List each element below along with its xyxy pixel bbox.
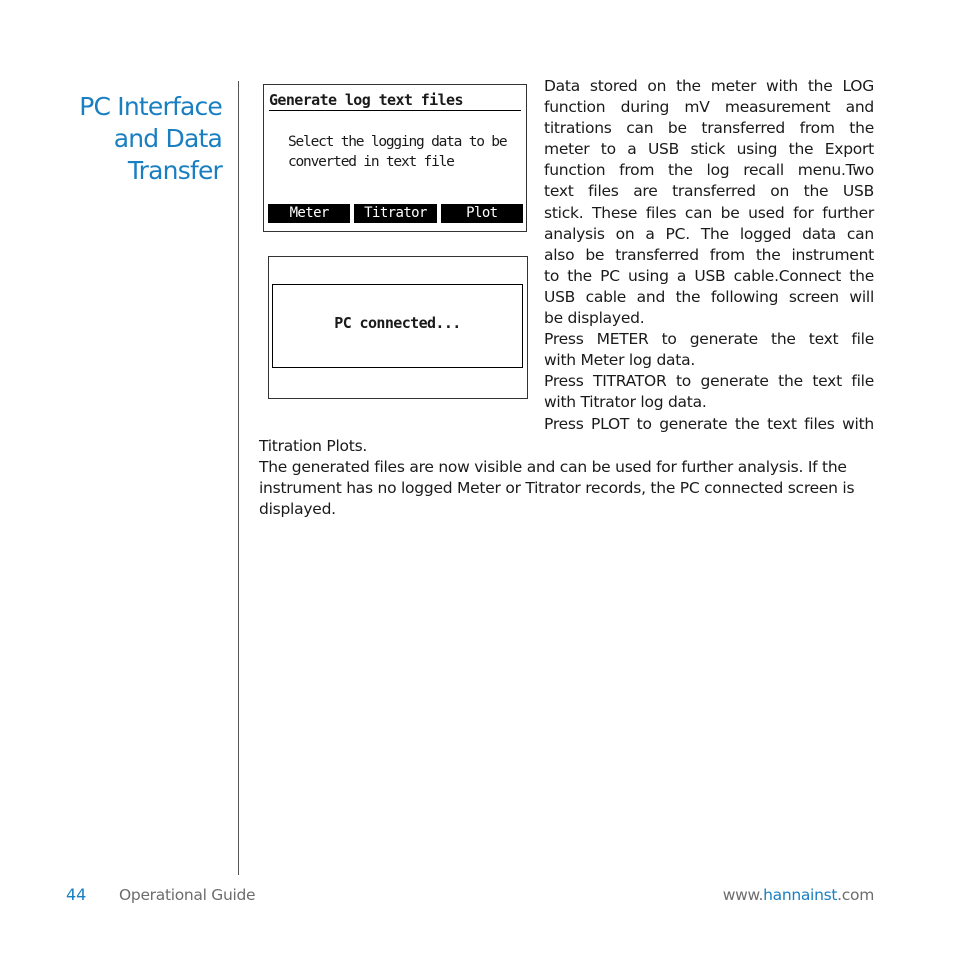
lcd-screen-generate-log — [263, 84, 527, 232]
lcd-softkey-bar — [268, 204, 523, 223]
lcd-screen-message — [288, 132, 506, 172]
footer-website — [723, 886, 874, 904]
url-brand: hannainst — [763, 886, 838, 904]
body-text-bottom — [259, 436, 874, 520]
text-line: Data stored on the meter with the LOG — [544, 77, 874, 95]
lcd-screen-title: Generate log text files — [269, 91, 521, 111]
press-plot-continuation: Titration Plots. — [259, 437, 368, 455]
text-line: to the PC using a USB cable.Connect the — [544, 266, 874, 285]
text-line: analysis on a PC. The logged data can — [544, 224, 874, 243]
text-line: also be transferred from the instrument — [544, 245, 874, 264]
press-titrator-paragraph — [544, 371, 874, 413]
section-title-line: and Data — [113, 123, 222, 153]
lcd-dialog-message: PC connected... — [334, 314, 461, 332]
softkey-titrator: Titrator — [354, 204, 436, 223]
softkey-plot: Plot — [441, 204, 523, 223]
text-line: Press PLOT to generate the text files with — [544, 414, 874, 433]
text-line: Press METER to generate the text file — [544, 330, 874, 349]
text-line: stick. These files can be used for further — [544, 203, 874, 222]
lcd-message-line: Select the logging data to be — [288, 134, 507, 150]
intro-paragraph — [544, 76, 874, 329]
text-line: with Meter log data. — [544, 351, 696, 370]
text-line: USB cable and the following screen will — [544, 287, 874, 306]
section-title — [22, 91, 222, 187]
section-title-line: Transfer — [127, 155, 222, 185]
lcd-dialog-box — [272, 284, 523, 368]
text-line: text files are transferred on the USB — [544, 182, 874, 201]
softkey-meter: Meter — [268, 204, 350, 223]
press-meter-paragraph — [544, 329, 874, 371]
text-line: Press TITRATOR to generate the text file — [544, 372, 874, 391]
text-line: with Titrator log data. — [544, 393, 707, 412]
text-line: titrations can be transferred from the — [544, 119, 874, 138]
lcd-screen-pc-connected — [268, 256, 528, 399]
url-suffix: .com — [837, 886, 874, 904]
text-line: be displayed. — [544, 309, 645, 328]
text-line: function during mV measurement and — [544, 98, 874, 117]
footer-guide-label: Operational Guide — [119, 886, 256, 904]
lcd-message-line: converted in text file — [288, 154, 454, 170]
text-line: function from the log recall menu.Two — [544, 161, 874, 180]
final-paragraph: The generated files are now visible and can be used for further analysis. If the instrument has no logged Meter or Titrator records, the PC connected screen is displayed. — [259, 458, 855, 519]
page-number: 44 — [66, 885, 87, 904]
margin-divider — [238, 81, 239, 875]
press-plot-paragraph — [544, 414, 874, 435]
section-title-line: PC Interface — [79, 91, 222, 121]
text-line: meter to a USB stick using the Export — [544, 140, 874, 159]
body-text-column — [544, 76, 874, 435]
url-prefix: www. — [722, 886, 764, 904]
